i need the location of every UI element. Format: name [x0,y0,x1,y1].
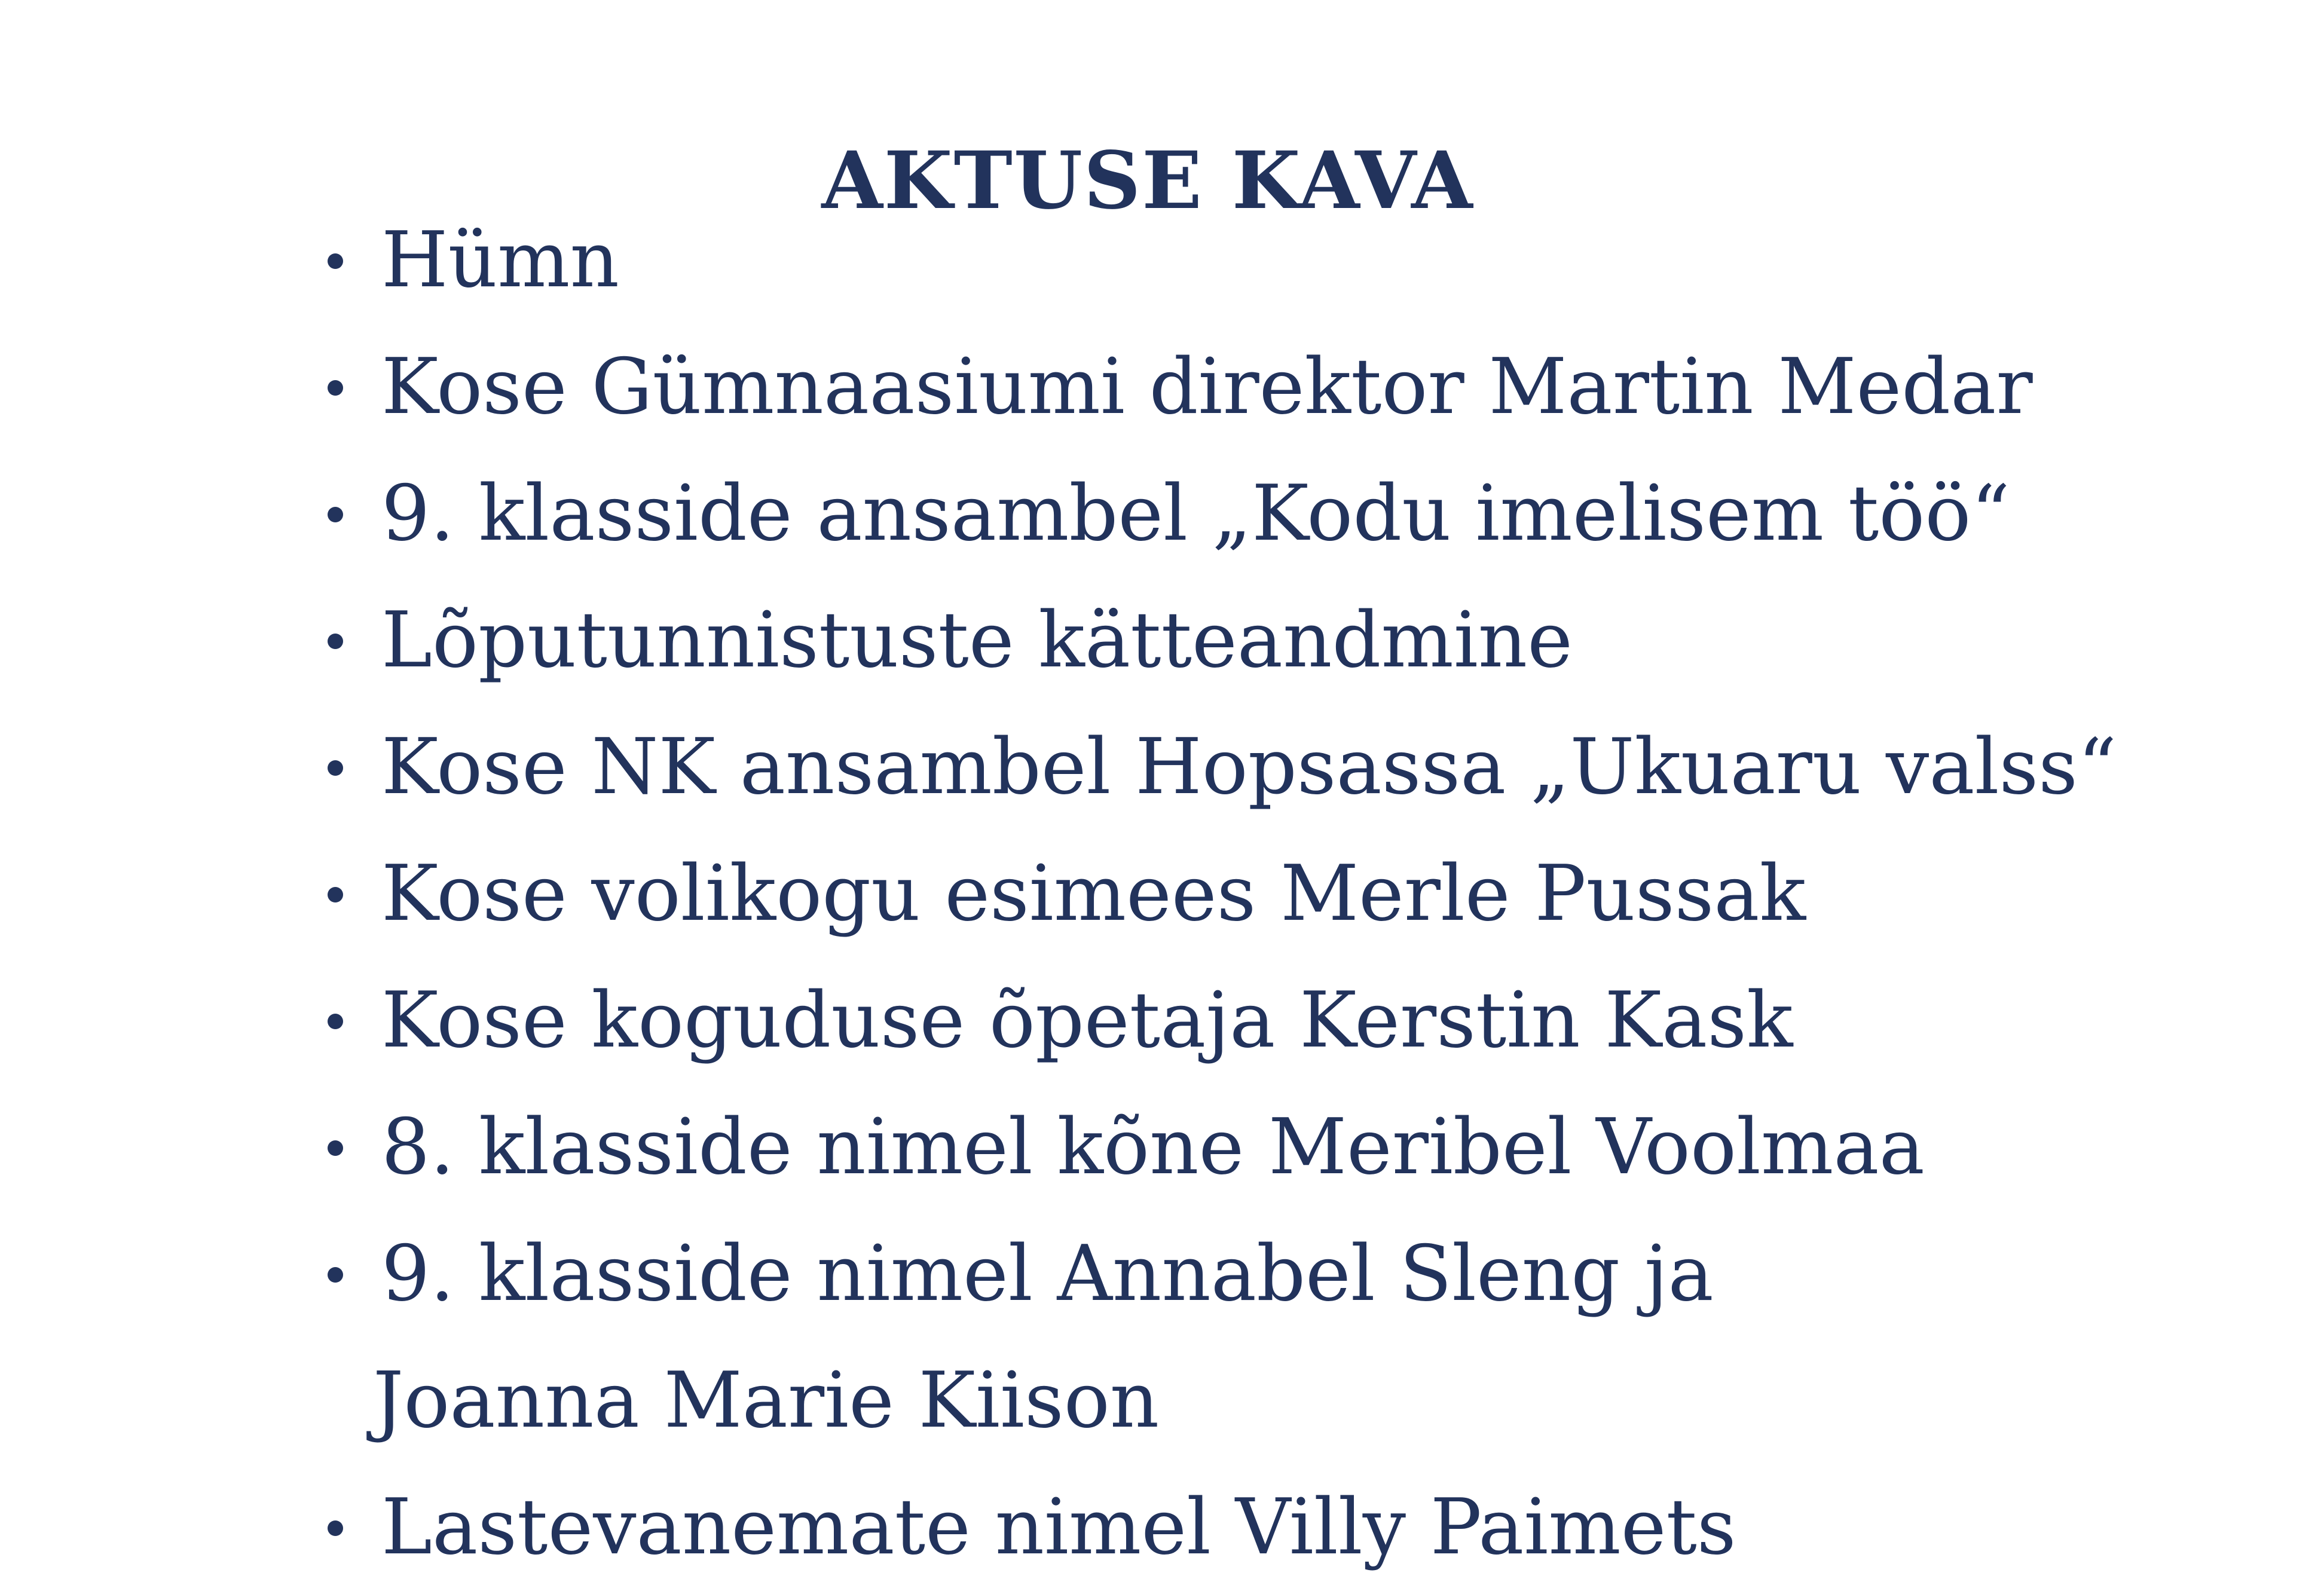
list-item [311,704,2164,831]
list-item-text: Kose NK ansambel Hopsassa „Ukuaru valss“ [381,723,2117,812]
list-item [311,197,2164,324]
bullet-icon [328,1140,343,1156]
list-item [311,577,2164,704]
bullet-icon [328,634,343,649]
bullet-icon [328,380,343,396]
list-item [311,1464,2164,1591]
list-item [311,1084,2164,1211]
list-item-text: 9. klasside nimel Annabel Sleng ja [381,1229,1714,1318]
bullet-icon [328,1267,343,1283]
bullet-icon [328,507,343,522]
list-item-text: Kose koguduse õpetaja Kerstin Kask [381,976,1793,1065]
list-item-continuation: Joanna Marie Kiison [373,1356,1160,1445]
page-title: AKTUSE KAVA [821,134,1474,228]
list-item-text: Lastevanemate nimel Villy Paimets [381,1483,1736,1572]
bullet-icon [328,1014,343,1029]
list-item-text: Hümn [381,216,619,305]
program-list [311,197,2164,1591]
list-item [311,451,2164,577]
bullet-icon [328,1520,343,1536]
list-item-text: 8. klasside nimel kõne Meribel Voolmaa [381,1103,1925,1192]
list-item [311,957,2164,1084]
list-item-text: Lõputunnistuste kätteandmine [381,596,1573,685]
list-item-text: 9. klasside ansambel „Kodu imelisem töö“ [381,469,2010,558]
list-item [311,831,2164,957]
list-item [311,1211,2164,1464]
list-item [311,324,2164,451]
bullet-icon [328,253,343,269]
bullet-icon [328,760,343,776]
bullet-icon [328,887,343,902]
list-item-text: Kose Gümnaasiumi direktor Martin Medar [381,342,2033,432]
list-item-text: Kose volikogu esimees Merle Pussak [381,849,1806,938]
